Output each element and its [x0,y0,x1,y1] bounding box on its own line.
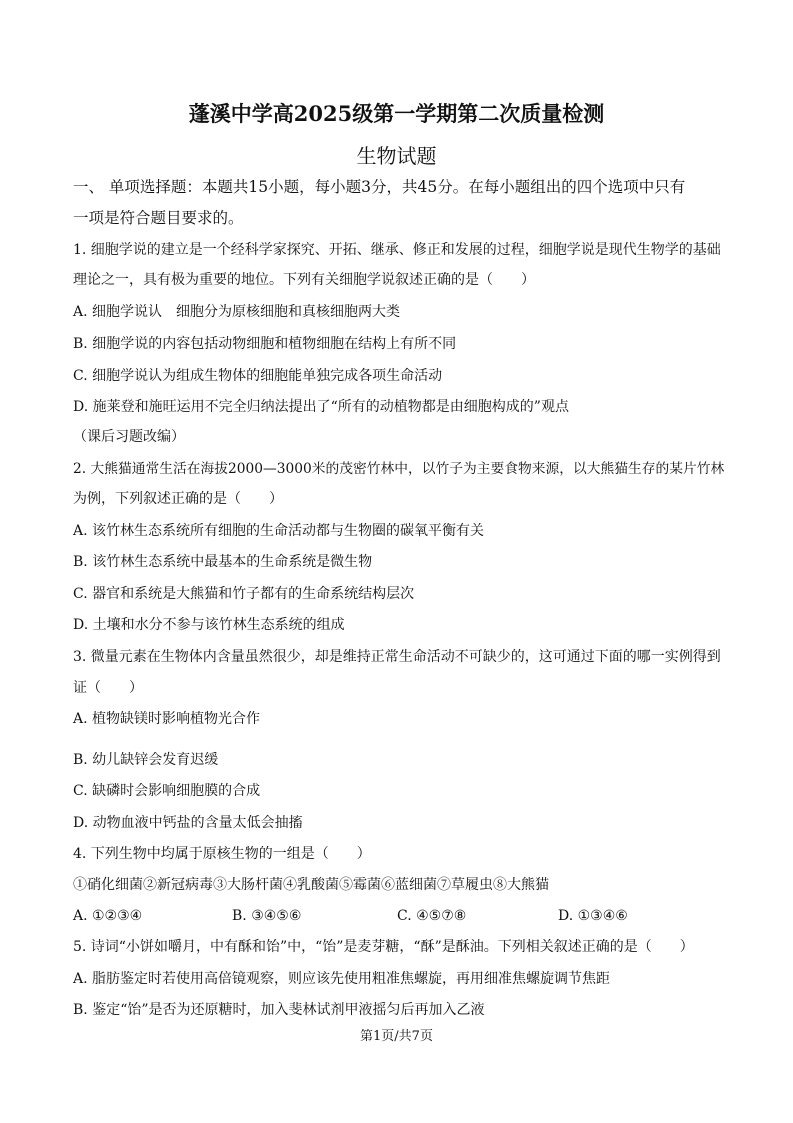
section-heading-cont: 一项是符合题目要求的。 [73,209,244,227]
section-heading: 一、 单项选择题：本题共15小题，每小题3分，共45分。在每小题组出的四个选项中只有 [73,178,686,196]
question-4-option-c: C. ④⑤⑦⑧ [397,908,467,924]
question-5-option-a: A. 脂肪鉴定时若使用高倍镜观察，则应该先使用粗准焦螺旋，再用细准焦螺旋调节焦距 [73,971,611,987]
question-2-option-c: C. 器官和系统是大熊猫和竹子都有的生命系统结构层次 [73,586,415,602]
question-4-items: ①硝化细菌②新冠病毒③大肠杆菌④乳酸菌⑤霉菌⑥蓝细菌⑦草履虫⑧大熊猫 [73,877,549,893]
question-1-option-c: C. 细胞学说认为组成生物体的细胞能单独完成各项生命活动 [73,368,443,384]
question-1-option-d: D. 施莱登和施旺运用不完全归纳法提出了“所有的动植物都是由细胞构成的”观点 [73,399,569,415]
question-4-stem: 4. 下列生物中均属于原核生物的一组是（ ） [73,846,371,862]
question-3-option-d: D. 动物血液中钙盐的含量太低会抽搐 [73,815,303,831]
question-3-option-b: B. 幼儿缺锌会发育迟缓 [73,752,219,768]
question-2-stem-cont: 为例，下列叙述正确的是（ ） [73,491,283,507]
question-2-stem: 2. 大熊猫通常生活在海拔2000—3000米的茂密竹林中，以竹子为主要食物来源，以大熊猫生存的某片竹林 [73,461,725,477]
question-3-option-c: C. 缺磷时会影响细胞膜的合成 [73,783,261,799]
exam-subtitle: 生物试题 [356,144,437,168]
exam-title: 蓬溪中学高2025级第一学期第二次质量检测 [188,101,605,126]
question-2-option-d: D. 土壤和水分不参与该竹林生态系统的组成 [73,617,345,633]
question-3-option-a: A. 植物缺镁时影响植物光合作 [73,711,261,727]
question-1-stem: 1. 细胞学说的建立是一个经科学家探究、开拓、继承、修正和发展的过程，细胞学说是现代生物学的基础 [73,242,721,258]
question-2-option-a: A. 该竹林生态系统所有细胞的生命活动都与生物圈的碳氧平衡有关 [73,523,485,539]
question-5-option-b: B. 鉴定“饴”是否为还原糖时，加入斐林试剂甲液摇匀后再加入乙液 [73,1002,485,1018]
question-4-option-b: B. ③④⑤⑥ [232,908,302,924]
question-5-stem: 5. 诗词“小饼如嚼月，中有酥和饴”中，“饴”是麦芽糖，“酥”是酥油。下列相关叙述正确的是（ ） [73,939,694,955]
question-1-stem-cont: 理论之一，具有极为重要的地位。下列有关细胞学说叙述正确的是（ ） [73,272,535,288]
question-1-option-b: B. 细胞学说的内容包括动物细胞和植物细胞在结构上有所不同 [73,336,457,352]
question-3-stem: 3. 微量元素在生物体内含量虽然很少，却是维持正常生命活动不可缺少的，这可通过下面的哪一实例得到 [73,649,721,665]
page-footer: 第1页/共7页 [360,1029,433,1044]
question-3-stem-cont: 证（ ） [73,680,143,696]
question-4-option-d: D. ①③④⑥ [558,908,628,924]
question-2-note: （课后习题改编） [73,429,185,445]
question-1-option-a: A. 细胞学说认 细胞分为原核细胞和真核细胞两大类 [73,304,401,320]
question-2-option-b: B. 该竹林生态系统中最基本的生命系统是微生物 [73,554,373,570]
question-4-option-a: A. ①②③④ [73,908,143,924]
